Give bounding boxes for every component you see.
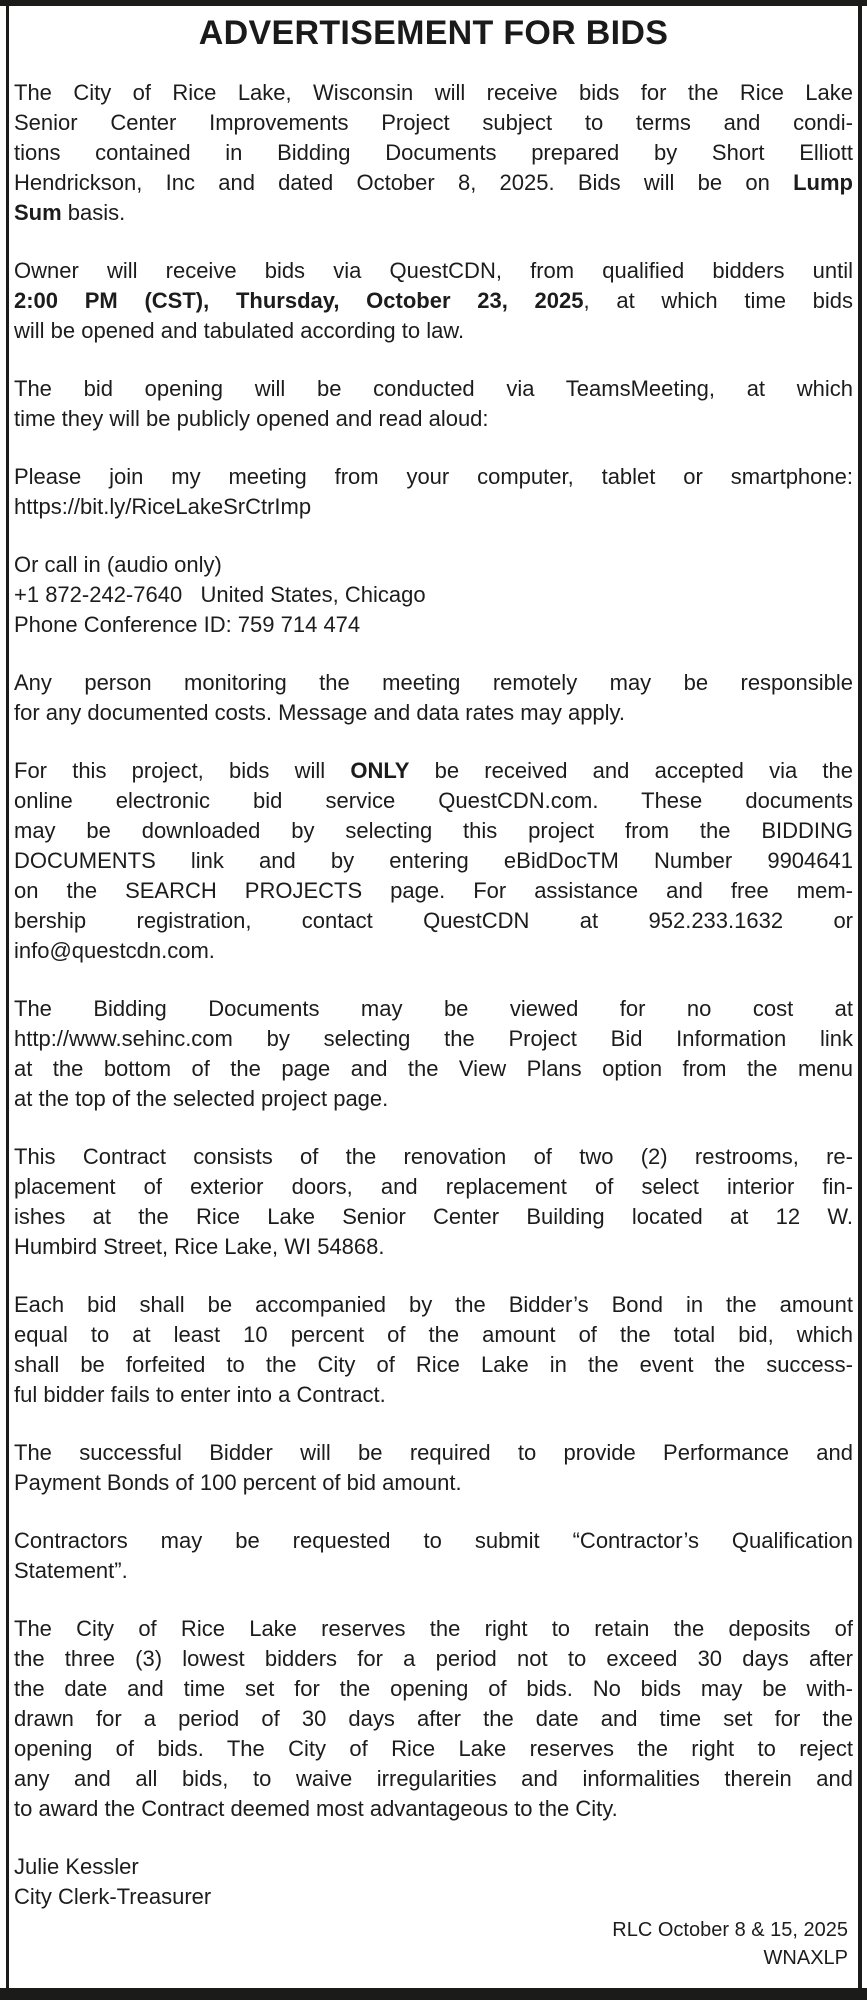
- text-line: [14, 816, 853, 846]
- text-line: [14, 78, 853, 108]
- text: Senior Center Improvements Project subject to terms and condi-: [14, 110, 853, 135]
- text: be received and accepted via the: [409, 758, 853, 783]
- paragraph: [14, 1142, 853, 1262]
- text-line: [14, 168, 853, 198]
- text-line: [14, 138, 853, 168]
- text: DOCUMENTS link and by entering eBidDocTM Number 9904641: [14, 848, 853, 873]
- text: equal to at least 10 percent of the amount of the total bid, which: [14, 1322, 853, 1347]
- text: placement of exterior doors, and replacement of select interior fin-: [14, 1174, 853, 1199]
- text-line: [14, 1704, 853, 1734]
- text-line: [14, 316, 853, 346]
- text: for any documented costs. Message and data rates may apply.: [14, 700, 626, 725]
- paragraph: [14, 78, 853, 228]
- text-line: [14, 1172, 853, 1202]
- text: For this project, bids will: [14, 758, 351, 783]
- text: , at which time bids: [583, 288, 854, 313]
- text: Humbird Street, Rice Lake, WI 54868.: [14, 1234, 385, 1259]
- paragraph: [14, 756, 853, 966]
- text-line: [14, 108, 853, 138]
- text: bership registration, contact QuestCDN at 952.233.1632 or: [14, 908, 853, 933]
- text: may be downloaded by selecting this project from the BIDDING: [14, 818, 853, 843]
- paragraph: [14, 1526, 853, 1586]
- paragraph: [14, 1290, 853, 1410]
- text: Payment Bonds of 100 percent of bid amount.: [14, 1470, 462, 1495]
- text: online electronic bid service QuestCDN.com. These documents: [14, 788, 853, 813]
- paragraph: [14, 462, 853, 522]
- text-line: [14, 1438, 853, 1468]
- text: Statement”.: [14, 1558, 128, 1583]
- text: Each bid shall be accompanied by the Bidder’s Bond in the amount: [14, 1292, 853, 1317]
- bottom-rule: [0, 1988, 867, 2000]
- text-line: [14, 1644, 853, 1674]
- text-line: [14, 1468, 853, 1498]
- signature-block: [14, 1852, 853, 1912]
- bold-text: Sum: [14, 200, 62, 225]
- text-line: [14, 1290, 853, 1320]
- text: ishes at the Rice Lake Senior Center Building located at 12 W.: [14, 1204, 853, 1229]
- text: basis.: [61, 200, 126, 225]
- notice-title: ADVERTISEMENT FOR BIDS: [198, 14, 669, 52]
- text-line: [14, 1024, 853, 1054]
- text: http://www.sehinc.com by selecting the Project Bid Information link: [14, 1026, 853, 1051]
- text: The successful Bidder will be required to provide Performance and: [14, 1440, 853, 1465]
- text: the three (3) lowest bidders for a period not to exceed 30 days after: [14, 1646, 853, 1671]
- text-line: [14, 1142, 853, 1172]
- text: Hendrickson, Inc and dated October 8, 2025. Bids will be on: [14, 170, 794, 195]
- text-line: [14, 1320, 853, 1350]
- paragraph: [14, 1614, 853, 1824]
- notice-body: [14, 78, 853, 1824]
- text: Owner will receive bids via QuestCDN, from qualified bidders until: [14, 258, 853, 283]
- text: any and all bids, to waive irregularities and informalities therein and: [14, 1766, 853, 1791]
- text: will be opened and tabulated according to law.: [14, 318, 465, 343]
- text: Any person monitoring the meeting remotely may be responsible: [14, 670, 853, 695]
- text-line: [14, 286, 853, 316]
- bold-text: 2:00 PM (CST), Thursday, October 23, 2025: [14, 288, 584, 313]
- text: Please join my meeting from your computer, tablet or smartphone:: [14, 464, 853, 489]
- text-line: [14, 198, 853, 228]
- text: This Contract consists of the renovation of two (2) restrooms, re-: [14, 1144, 853, 1169]
- text: at the bottom of the page and the View Plans option from the menu: [14, 1056, 853, 1081]
- text-line: [14, 698, 853, 728]
- text-line: [14, 906, 853, 936]
- text-line: [14, 492, 853, 522]
- text: tions contained in Bidding Documents prepared by Short Elliott: [14, 140, 853, 165]
- paragraph: [14, 256, 853, 346]
- text: opening of bids. The City of Rice Lake reserves the right to reject: [14, 1736, 853, 1761]
- text-line: [14, 1232, 853, 1262]
- text-line: [14, 1556, 853, 1586]
- text: The City of Rice Lake reserves the right to retain the deposits of: [14, 1616, 853, 1641]
- text-line: [14, 1794, 853, 1824]
- signature-role: City Clerk-Treasurer: [14, 1884, 212, 1909]
- text-line: [14, 1614, 853, 1644]
- signature-name: Julie Kessler: [14, 1854, 139, 1879]
- paragraph: [14, 374, 853, 434]
- text: info@questcdn.com.: [14, 938, 215, 963]
- text: shall be forfeited to the City of Rice Lake in the event the success-: [14, 1352, 853, 1377]
- text-line: [14, 580, 853, 610]
- text-line: [14, 756, 853, 786]
- text: Phone Conference ID: 759 714 474: [14, 612, 361, 637]
- text: The bid opening will be conducted via TeamsMeeting, at which: [14, 376, 853, 401]
- text: to award the Contract deemed most advantageous to the City.: [14, 1796, 618, 1821]
- text-line: [14, 1084, 853, 1114]
- text-line: [14, 610, 853, 640]
- text-line: [14, 1054, 853, 1084]
- text-line: [14, 786, 853, 816]
- text: at the top of the selected project page.: [14, 1086, 389, 1111]
- bold-text: ONLY: [350, 758, 410, 783]
- text: on the SEARCH PROJECTS page. For assistance and free mem-: [14, 878, 853, 903]
- text: https://bit.ly/RiceLakeSrCtrImp: [14, 494, 312, 519]
- paragraph: [14, 550, 853, 640]
- text: Contractors may be requested to submit “Contractor’s Qualification: [14, 1528, 853, 1553]
- text: ful bidder fails to enter into a Contract.: [14, 1382, 386, 1407]
- paragraph: [14, 994, 853, 1114]
- text-line: [14, 404, 853, 434]
- notice-border-box: [6, 6, 862, 1988]
- text-line: [14, 1380, 853, 1410]
- text: time they will be publicly opened and read aloud:: [14, 406, 489, 431]
- bold-text: Lump: [793, 170, 853, 195]
- text: +1 872-242-7640 United States, Chicago: [14, 582, 426, 607]
- text-line: [14, 1764, 853, 1794]
- text-line: [14, 994, 853, 1024]
- publication-dates: RLC October 8 & 15, 2025: [612, 1919, 848, 1941]
- text: the date and time set for the opening of bids. No bids may be with-: [14, 1676, 853, 1701]
- text-line: [14, 876, 853, 906]
- text-line: [14, 1350, 853, 1380]
- text-line: [14, 256, 853, 286]
- text: The Bidding Documents may be viewed for no cost at: [14, 996, 853, 1021]
- paragraph: [14, 668, 853, 728]
- text-line: [14, 1526, 853, 1556]
- text-line: [14, 668, 853, 698]
- paragraph: [14, 1438, 853, 1498]
- text: drawn for a period of 30 days after the date and time set for the: [14, 1706, 853, 1731]
- text-line: [14, 550, 853, 580]
- text-line: [14, 936, 853, 966]
- text: Or call in (audio only): [14, 552, 222, 577]
- text: The City of Rice Lake, Wisconsin will receive bids for the Rice Lake: [14, 80, 853, 105]
- wnaxlp-tag: WNAXLP: [763, 1947, 848, 1969]
- text-line: [14, 462, 853, 492]
- text-line: [14, 846, 853, 876]
- text-line: [14, 374, 853, 404]
- text-line: [14, 1734, 853, 1764]
- text-line: [14, 1674, 853, 1704]
- publication-footer: [612, 1916, 848, 1972]
- text-line: [14, 1202, 853, 1232]
